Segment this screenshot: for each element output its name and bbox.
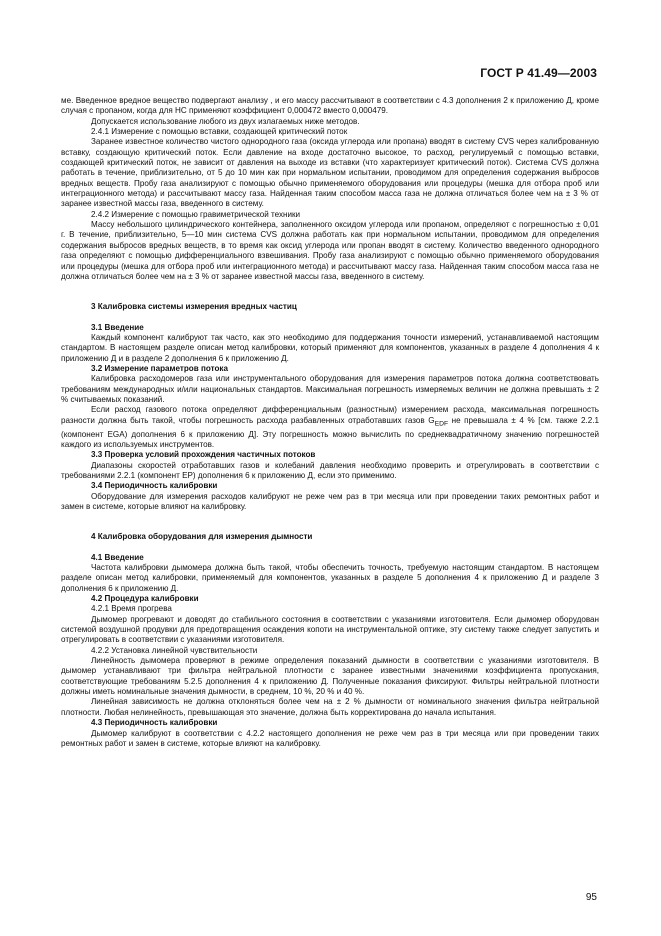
section-heading-4: 4 Калибровка оборудования для измерения дымности	[91, 532, 313, 542]
paragraph: Заранее известное количество чистого однородного газа (оксида углерода или пропана) вводят в систему CVS через калиброванную вставку, создающую критический поток. Если давление на входе достаточно высокое, то расход, регулируемый с помощью вставки, создающей критический поток, не зависит от давления на выходе из вставки (что характеризует критический поток). Система CVS должна работать в течение, приблизительно, от 5 до 10 мин как при нормальном испытании, проводимом для определения содержания выбросов вредных веществ. Пробу газа анализируют с помощью обычно применяемого оборудования или процедуры (мешка для отбора проб или интеграционного метода) и рассчитывают массу газа. Найденная таким способом масса газа не должна отличаться более чем на ± 3 % от заранее известной массы газа, введенного в систему.	[61, 137, 599, 209]
subsection-heading-4-2: 4.2 Процедура калибровки	[91, 594, 199, 604]
subsection-heading-4-1: 4.1 Введение	[91, 552, 144, 562]
subsection-heading-4-2-1: 4.2.1 Время прогрева	[91, 604, 172, 614]
subscript: EDF	[434, 420, 449, 428]
subsection-heading-2-4-2: 2.4.2 Измерение с помощью гравиметрической техники	[91, 209, 301, 219]
paragraph: Линейность дымомера проверяют в режиме определения показаний дымности в соответствии с указаниями изготовителя. В дымомер устанавливают три фильтра нейтральной плотности с заранее известными значениями коэффициента пропускания, соответствующие требованиям 5.2.5 дополнения 4 к приложению Д. Полученные показания фиксируют. Фильтры нейтральной плотности должны иметь номинальные значения дымности, в среднем, 10 %, 20 % и 40 %.	[61, 656, 599, 697]
paragraph: Дымомер прогревают и доводят до стабильного состояния в соответствии с указаниями изготовителя. Если дымомер оборудован системой воздушной продувки для предотвращения осаждения копоти на инструментальной оптике, эту систему также следует запустить и отрегулировать в соответствии с указаниями изготовителя.	[61, 614, 599, 645]
subsection-heading-3-4: 3.4 Периодичность калибровки	[91, 481, 218, 491]
paragraph: Дымомер калибруют в соответствии с 4.2.2 настоящего дополнения не реже чем раз в три месяца или при проведении таких ремонтных работ и замен в системе, которые влияют на калибровку.	[61, 728, 599, 748]
subsection-heading-3-1: 3.1 Введение	[91, 322, 144, 332]
text-span: Если расход газового потока определяют дифференциальным (разностным) измерением расхода, максимальная погрешность разности должна быть такой, чтобы погрешность расхода разбавленных отработавших газов G	[61, 405, 599, 425]
subsection-heading-2-4-1: 2.4.1 Измерение с помощью вставки, создающей критический поток	[91, 127, 348, 137]
paragraph: ме. Введенное вредное вещество подвергают анализу , и его массу рассчитывают в соответствии с 4.3 дополнения 2 к приложению Д, кроме случая с пропаном, когда для НС применяют коэффициент 0,000472 вместо 0,000479.	[61, 96, 599, 116]
paragraph: Диапазоны скоростей отработавших газов и колебаний давления необходимо проверить и отрегулировать в соответствии с требованиями 2.2.1 (компонент EP) дополнения 6 к приложению Д, если это применимо.	[61, 460, 599, 480]
paragraph: Линейная зависимость не должна отклоняться более чем на ± 2 % дымности от номинального значения фильтра нейтральной плотности. Любая нелинейность, превышающая это значение, должна быть корректирована до начала испытания.	[61, 697, 599, 717]
paragraph	[61, 405, 599, 450]
paragraph: Калибровка расходомеров газа или инструментального оборудования для измерения параметров потока должна соответствовать требованиям международных и/или национальных стандартов. Максимальная погрешность измеряемых величин не должна превышать ± 2 % считываемых показаний.	[61, 374, 599, 404]
paragraph: Каждый компонент калибруют так часто, как это необходимо для поддержания точности измерений, устанавливаемой настоящим стандартом. В настоящем разделе описан метод калибровки, который применяют для компонентов, указанных в разделе 4 дополнения 4 к приложению Д и в разделе 2 дополнения 6 к приложению Д.	[61, 332, 599, 363]
paragraph: Частота калибровки дымомера должна быть такой, чтобы обеспечить точность, требуемую настоящим стандартом. В настоящем разделе описан метод калибровки, применяемый для компонентов, указанных в разделе 5 дополнения 4 к приложению Д и разделе 3 дополнения 6 к приложению Д.	[61, 563, 599, 593]
subsection-heading-3-3: 3.3 Проверка условий прохождения частичных потоков	[91, 450, 316, 460]
paragraph: Допускается использование любого из двух излагаемых ниже методов.	[91, 116, 360, 126]
text-span: не превышала ± 4 % [см. также 2.2.1 (компонент EGA) дополнения 6 к приложению Д]. Эту погрешность можно вычислить по среднеквадратичному значению погрешностей каждого из используемых инструментов.	[61, 415, 599, 449]
subsection-heading-3-2: 3.2 Измерение параметров потока	[91, 363, 228, 373]
document-body	[61, 96, 599, 749]
subsection-heading-4-3: 4.3 Периодичность калибровки	[91, 718, 218, 728]
document-header: ГОСТ Р 41.49—2003	[480, 66, 597, 80]
paragraph: Оборудование для измерения расходов калибруют не реже чем раз в три месяца или при проведении таких ремонтных работ и замен в системе, которые влияют на калибровку.	[61, 491, 599, 511]
paragraph: Массу небольшого цилиндрического контейнера, заполненного оксидом углерода или пропаном, определяют с погрешностью ± 0,01 г. В течение, приблизительно, 5—10 мин система CVS должна работать как при нормальном испытании, проводимом для определения содержания выбросов вредных веществ, в то время как оксид углерода или пропан вводят в систему. Количество введенного однородного газа определяют с помощью дифференциального взвешивания. Пробу газа анализируют с помощью обычно применяемого оборудования или процедуры (мешка для отбора проб или интеграционного метода) и рассчитывают массу газа. Найденная таким способом масса газа не должна отличаться более чем на ± 3 % от заранее известной массы газа, введенного в систему.	[61, 220, 599, 281]
page-number: 95	[585, 892, 597, 903]
section-heading-3: 3 Калибровка системы измерения вредных частиц	[91, 302, 297, 312]
subsection-heading-4-2-2: 4.2.2 Установка линейной чувствительности	[91, 645, 258, 655]
